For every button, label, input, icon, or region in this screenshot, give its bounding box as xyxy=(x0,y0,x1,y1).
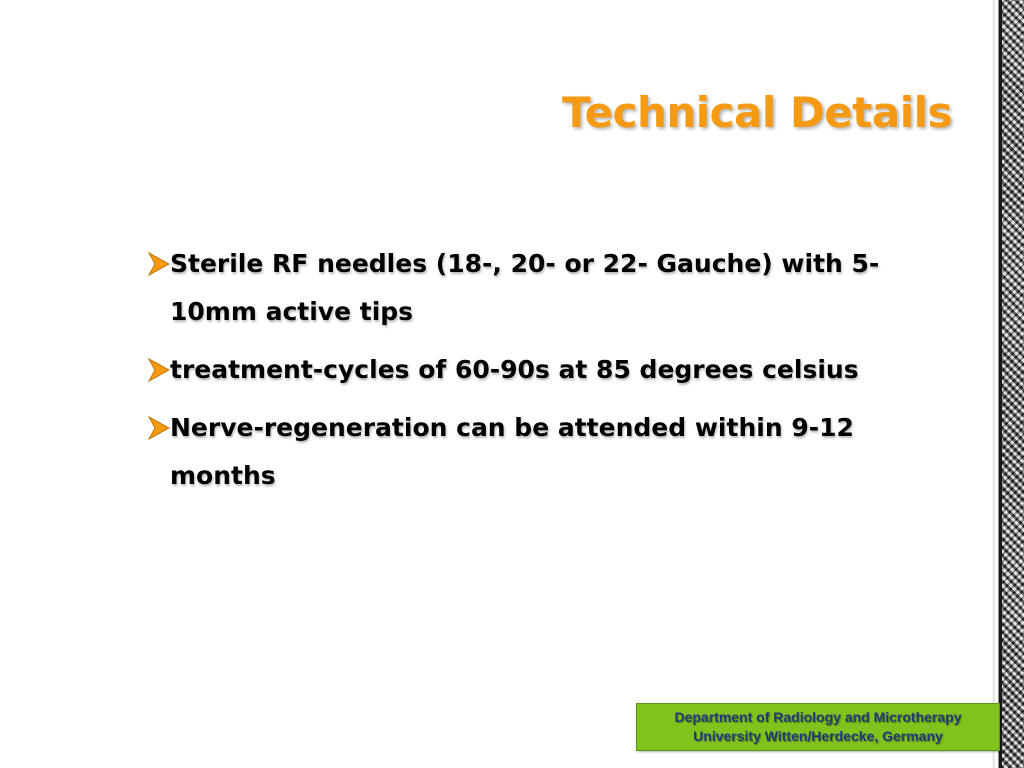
arrowhead-bullet-icon xyxy=(148,416,170,440)
footer-university-line: University Witten/Herdecke, Germany xyxy=(693,728,943,744)
department-footer xyxy=(636,703,1000,751)
footer-department-line: Department of Radiology and Microtherapy xyxy=(674,709,962,725)
arrowhead-bullet-icon xyxy=(148,358,170,382)
bullet-text: treatment-cycles of 60-90s at 85 degrees celsius xyxy=(170,355,859,384)
decorative-edge-strip xyxy=(992,0,1024,768)
bullet-item xyxy=(146,240,886,336)
bullet-list xyxy=(146,240,886,510)
slide-title: Technical Details xyxy=(562,88,952,137)
bullet-item xyxy=(146,404,886,500)
bullet-item xyxy=(146,346,886,394)
arrowhead-bullet-icon xyxy=(148,252,170,276)
bullet-text: Nerve-regeneration can be attended within 9-12 months xyxy=(170,413,854,490)
bullet-text: Sterile RF needles (18-, 20- or 22- Gauche) with 5-10mm active tips xyxy=(170,249,880,326)
